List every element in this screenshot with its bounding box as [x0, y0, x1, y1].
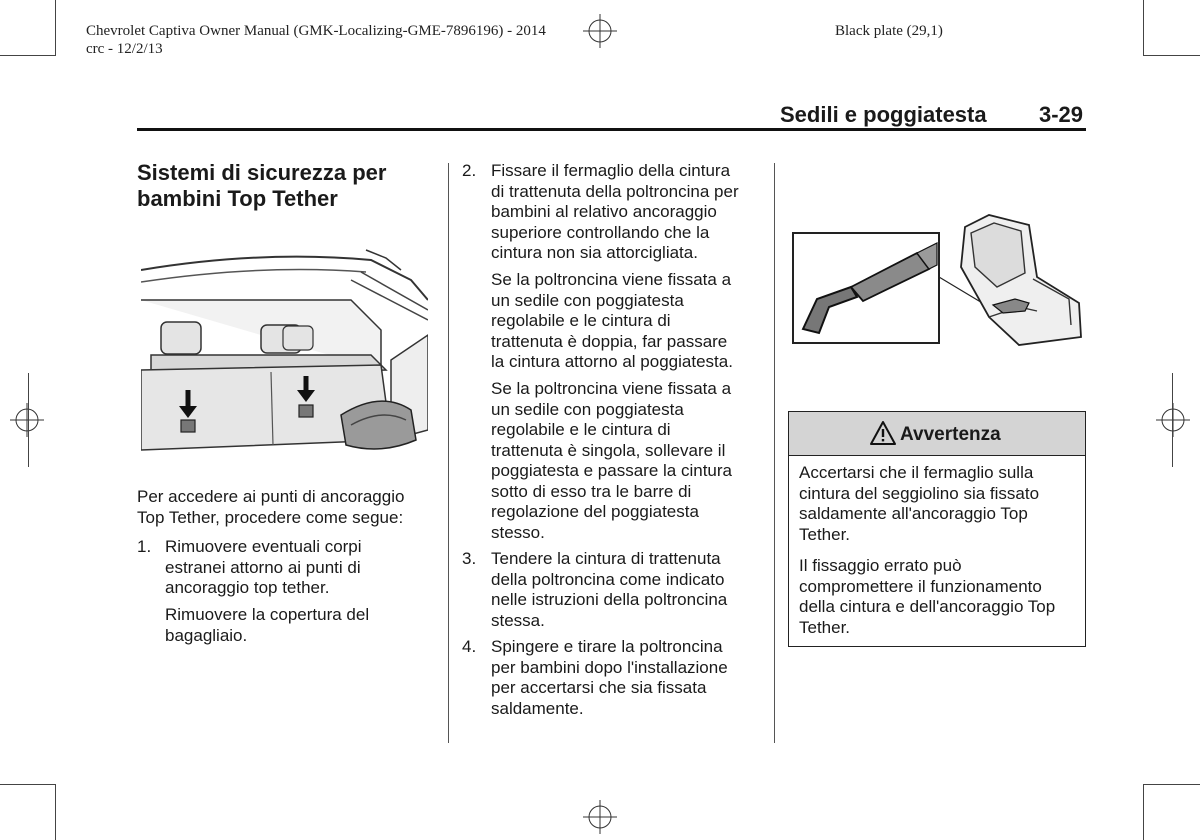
step-note [491, 270, 771, 373]
step-number: 3. [462, 549, 477, 568]
step-number: 4. [462, 637, 477, 656]
text-line: Tether. [799, 617, 851, 637]
text-line: Tendere la cintura di trattenuta [491, 549, 721, 568]
crop-mark [1144, 55, 1200, 56]
warning-header [789, 412, 1085, 456]
text-line: poggiatesta e passare la cintura [491, 461, 732, 480]
step-text [165, 537, 440, 599]
registration-mark-icon [583, 800, 617, 834]
crop-mark [0, 55, 56, 56]
heading-line: Sistemi di sicurezza per [137, 160, 387, 185]
text-line: saldamente all'ancoraggio Top [799, 504, 1028, 523]
intro-paragraph [137, 487, 437, 528]
text-line: Il fissaggio errato può [799, 556, 962, 575]
registration-mark-icon [1156, 403, 1190, 437]
step-text [491, 161, 771, 264]
text-line: nelle istruzioni della poltroncina [491, 590, 728, 609]
registration-line [28, 373, 29, 467]
text-line: Se la poltroncina viene fissata a [491, 270, 732, 289]
text-line: Rimuovere eventuali corpi [165, 537, 362, 556]
crop-mark [1143, 0, 1144, 56]
registration-mark-icon [583, 14, 617, 48]
column-divider [448, 163, 449, 743]
text-line: cintura del seggiolino sia fissato [799, 483, 1040, 503]
text-line: di trattenuta della poltroncina per [491, 181, 739, 201]
warning-triangle-icon [869, 420, 897, 446]
text-line: stesso. [491, 522, 545, 542]
section-title: Sedili e poggiatesta [780, 102, 987, 127]
text-line: della cintura e dell'ancoraggio Top [799, 597, 1056, 616]
text-line: cintura non sia attorcigliata. [491, 243, 698, 262]
text-line: la cintura attorno al poggiatesta. [491, 352, 733, 371]
text-line: Top Tether, procedere come segue: [137, 507, 404, 527]
step-text [491, 637, 771, 719]
text-line: trattenuta è singola, sollevare il [491, 440, 726, 460]
text-line: bambini al relativo ancoraggio [491, 202, 717, 221]
warning-box [788, 411, 1086, 647]
cargo-area-illustration [141, 240, 428, 475]
text-line: regolabile e le cintura di [491, 420, 671, 439]
crop-mark [55, 784, 56, 840]
header-rule [137, 128, 1086, 131]
registration-line [1172, 373, 1173, 467]
document-line-2: crc - 12/2/13 [86, 41, 163, 57]
page-heading [137, 160, 437, 212]
document-line-1: Chevrolet Captiva Owner Manual (GMK-Localizing-GME-7896196) - 2014 [86, 23, 546, 39]
text-line: ancoraggio top tether. [165, 578, 330, 597]
text-line: stessa. [491, 610, 545, 630]
text-line: regolabile e le cintura di [491, 311, 671, 330]
registration-mark-icon [10, 403, 44, 437]
text-line: per accertarsi che sia fissata [491, 678, 707, 697]
text-line: compromettere il funzionamento [799, 576, 1042, 596]
crop-mark [0, 784, 56, 785]
text-line: estranei attorno ai punti di [165, 557, 361, 577]
text-line: sotto di esso tra le barre di [491, 481, 692, 501]
warning-title: Avvertenza [900, 424, 1001, 445]
warning-paragraph [799, 556, 1084, 638]
text-line: Tether. [799, 524, 851, 544]
text-line: Spingere e tirare la poltroncina [491, 637, 723, 656]
text-line: Accertarsi che il fermaglio sulla [799, 463, 1034, 482]
text-line: Fissare il fermaglio della cintura [491, 161, 731, 180]
text-line: Se la poltroncina viene fissata a [491, 379, 732, 398]
warning-paragraph [799, 463, 1084, 545]
crop-mark [1144, 784, 1200, 785]
crop-mark [55, 0, 56, 56]
text-line: della poltroncina come indicato [491, 569, 725, 589]
plate-info: Black plate (29,1) [835, 23, 943, 39]
text-line: un sedile con poggiatesta [491, 290, 684, 310]
column-divider [774, 163, 775, 743]
crop-mark [1143, 784, 1144, 840]
heading-line: bambini Top Tether [137, 186, 338, 211]
step-note [491, 379, 771, 543]
text-line: superiore controllando che la [491, 222, 710, 242]
step-text [491, 549, 771, 631]
child-seat-tether-illustration [789, 207, 1086, 402]
text-line: un sedile con poggiatesta [491, 399, 684, 419]
text-line: Per accedere ai punti di ancoraggio [137, 487, 405, 506]
page-number: 3-29 [1039, 102, 1084, 127]
text-line: per bambini dopo l'installazione [491, 657, 728, 677]
text-line: regolazione del poggiatesta [491, 502, 699, 521]
text-line: saldamente. [491, 698, 584, 718]
document-info [86, 22, 546, 58]
text-line: trattenuta è doppia, far passare [491, 331, 728, 351]
step-note [165, 605, 440, 646]
step-number: 2. [462, 161, 477, 180]
step-number: 1. [137, 537, 152, 556]
text-line: Rimuovere la copertura del [165, 605, 370, 624]
text-line: bagagliaio. [165, 625, 248, 645]
